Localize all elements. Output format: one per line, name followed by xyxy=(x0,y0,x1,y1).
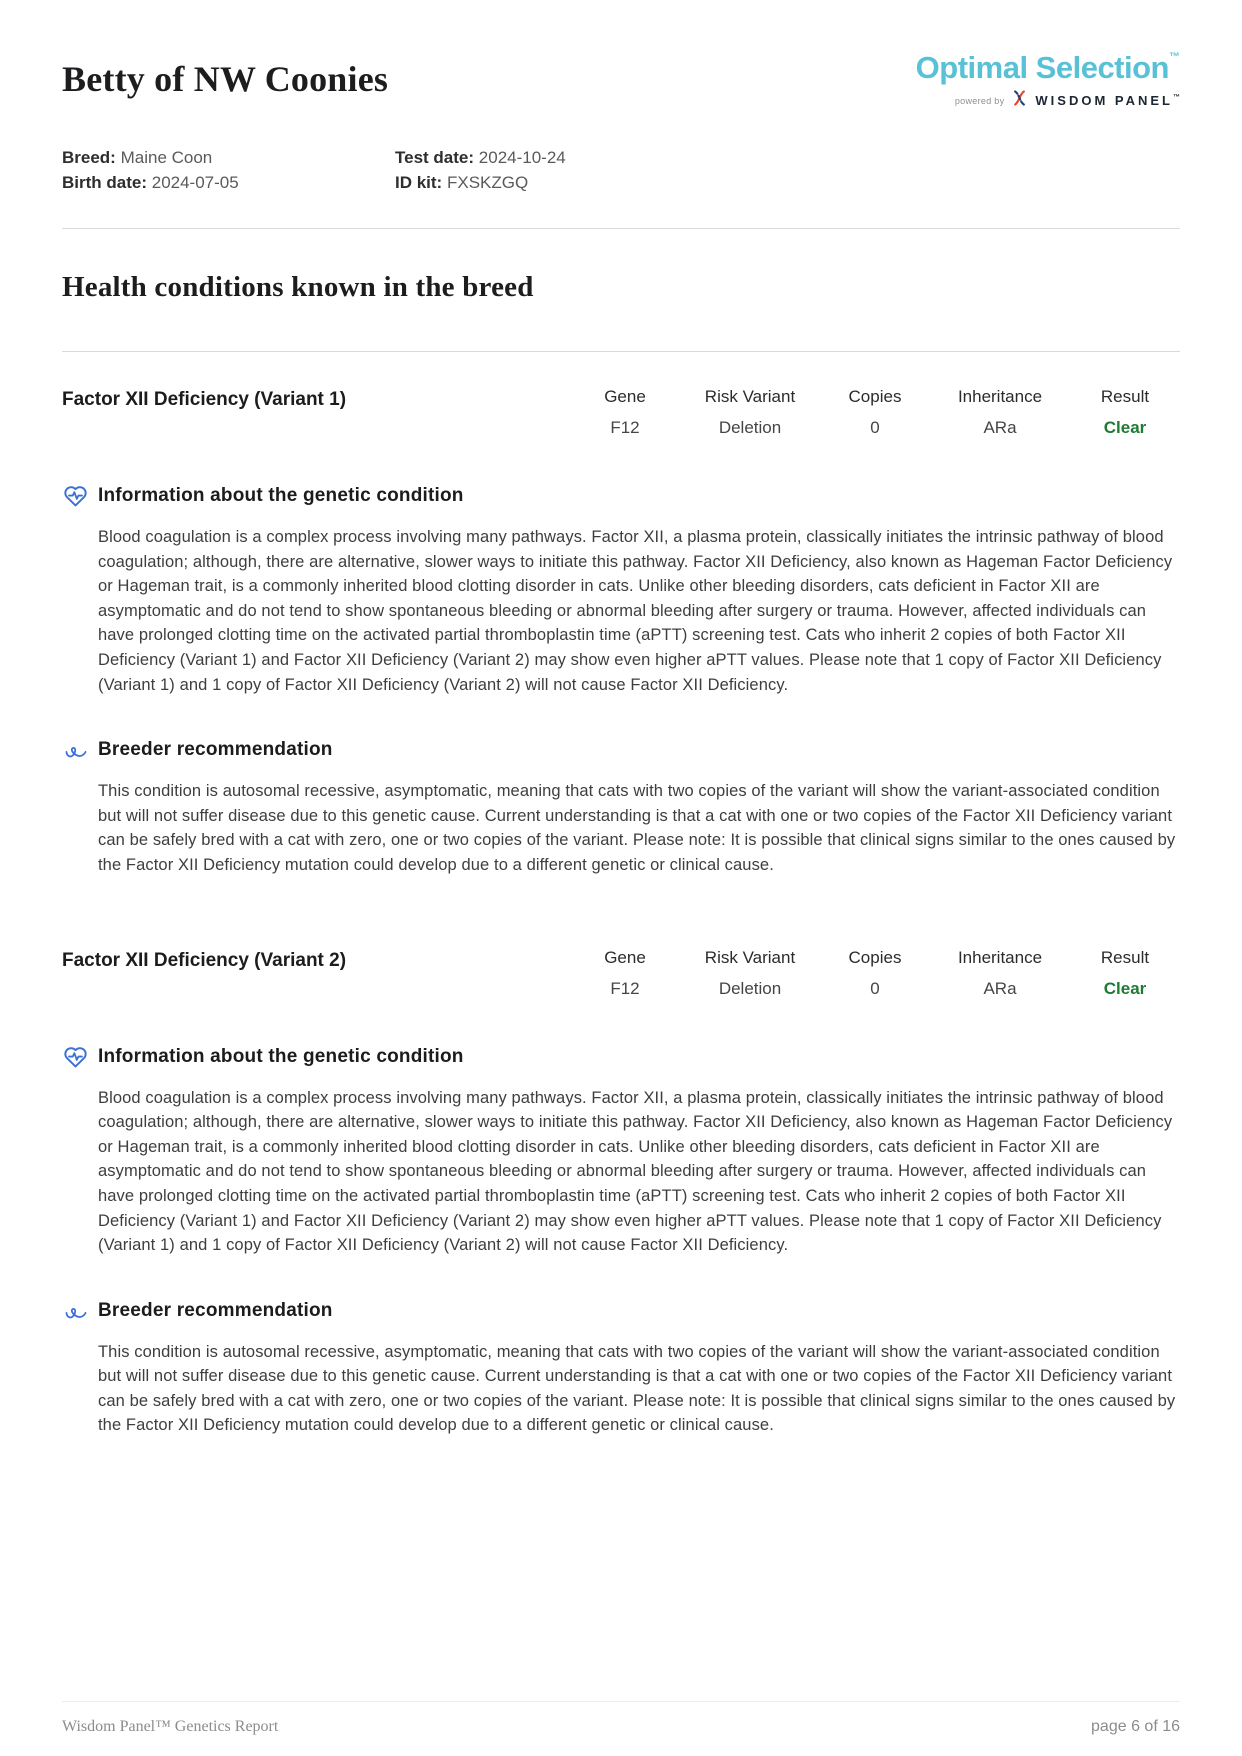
birth-date-value: 2024-07-05 xyxy=(151,173,239,192)
condition-title: Factor XII Deficiency (Variant 1) xyxy=(62,389,347,410)
col-header-gene: Gene xyxy=(604,387,646,406)
risk-variant-value: Deletion xyxy=(718,978,782,998)
col-header-result: Result xyxy=(1100,387,1150,406)
pet-meta xyxy=(62,145,1180,195)
page-title: Health conditions known in the breed xyxy=(62,271,534,303)
info-subheading-label: Information about the genetic condition xyxy=(98,1045,464,1067)
ribbon-icon xyxy=(62,737,89,763)
info-paragraph: Blood coagulation is a complex process involving many pathways. Factor XII, a plasma protein, classically initiates the intrinsic pathway of blood coagulation; although, there are alternative, slower ways to initiate this pathway. Factor XII Deficiency, also known as Hageman Factor Deficiency or Hageman trait, is a commonly inherited blood clotting disorder in cats. Unlike other bleeding disorders, cats deficient in Factor XII are asymptomatic and do not tend to show spontaneous bleeding or abnormal bleeding after surgery or trauma. However, affected individuals can have prolonged clotting time on the activated partial thromboplastin time (aPTT) screening test. Cats who inherit 2 copies of both Factor XII Deficiency (Variant 1) and Factor XII Deficiency (Variant 2) may show even higher aPTT values. Please note that 1 copy of Factor XII Deficiency (Variant 1) and 1 copy of Factor XII Deficiency (Variant 2) will not cause Factor XII Deficiency. xyxy=(98,528,1173,694)
id-kit-label: ID kit: xyxy=(395,173,443,192)
condition-table xyxy=(62,948,1180,999)
breeder-subheading xyxy=(62,1298,1180,1324)
trademark-symbol: ™ xyxy=(1173,94,1180,101)
breed-label: Breed: xyxy=(62,148,116,167)
condition-grid xyxy=(570,387,1180,438)
gene-value: F12 xyxy=(610,418,640,437)
copies-value: 0 xyxy=(870,418,880,437)
inheritance-value: ARa xyxy=(983,418,1017,437)
result-value: Clear xyxy=(1103,978,1147,998)
col-header-gene: Gene xyxy=(604,947,646,967)
birth-date-row xyxy=(62,170,395,195)
header-divider xyxy=(62,228,1180,229)
col-header-result: Result xyxy=(1100,947,1150,967)
heart-pulse-icon xyxy=(62,1044,89,1070)
inheritance-value: ARa xyxy=(983,978,1017,998)
pet-meta-right xyxy=(395,145,566,195)
info-subheading xyxy=(62,483,1180,509)
col-header-copies: Copies xyxy=(848,387,902,406)
info-subheading-label: Information about the genetic condition xyxy=(98,485,464,506)
col-header-inheritance: Inheritance xyxy=(957,387,1043,406)
breeder-paragraph: This condition is autosomal recessive, asymptomatic, meaning that cats with two copies of the variant will show the variant-associated condition but will not suffer disease due to this genetic cause. Current understanding is that a cat with one or two copies of the Factor XII Deficiency variant can be safely bred with a cat with zero, one or two copies of the variant. Please note: It is possible that clinical signs similar to the ones caused by the Factor XII Deficiency mutation could develop due to a different genetic or clinical cause. xyxy=(98,782,1176,874)
optimal-selection-wordmark: Optimal Selection™ xyxy=(915,50,1180,85)
condition-table xyxy=(62,387,1180,438)
id-kit-row xyxy=(395,170,566,195)
condition-title: Factor XII Deficiency (Variant 2) xyxy=(62,949,347,971)
gene-value: F12 xyxy=(610,978,640,998)
page-footer xyxy=(62,1701,1180,1736)
dna-helix-icon xyxy=(1012,90,1027,111)
breed-value: Maine Coon xyxy=(120,148,213,167)
powered-by-label: powered by xyxy=(954,95,1005,106)
footer-report-title: Wisdom Panel™ Genetics Report xyxy=(62,1718,279,1735)
info-subheading xyxy=(62,1044,1180,1070)
breeder-subheading xyxy=(62,737,1180,763)
col-header-risk-variant: Risk Variant xyxy=(704,387,796,406)
footer-page-number: page 6 of 16 xyxy=(1091,1718,1180,1735)
breeder-paragraph: This condition is autosomal recessive, asymptomatic, meaning that cats with two copies of the variant will show the variant-associated condition but will not suffer disease due to this genetic cause. Current understanding is that a cat with one or two copies of the Factor XII Deficiency variant can be safely bred with a cat with zero, one or two copies of the variant. Please note: It is possible that clinical signs similar to the ones caused by the Factor XII Deficiency mutation could develop due to a different genetic or clinical cause. xyxy=(98,1342,1176,1435)
condition-grid xyxy=(570,948,1180,999)
risk-variant-value: Deletion xyxy=(718,418,782,437)
birth-date-label: Birth date: xyxy=(62,173,147,192)
breeder-subheading-label: Breeder recommendation xyxy=(98,1299,333,1321)
condition-section-variant-1 xyxy=(62,351,1180,878)
copies-value: 0 xyxy=(870,978,880,998)
breeder-subheading-label: Breeder recommendation xyxy=(98,739,333,761)
col-header-risk-variant: Risk Variant xyxy=(704,947,796,967)
result-value: Clear xyxy=(1103,418,1147,437)
brand-logo xyxy=(916,50,1180,111)
report-header xyxy=(62,50,1180,111)
col-header-inheritance: Inheritance xyxy=(957,947,1043,967)
test-date-row xyxy=(395,145,566,170)
powered-by-row xyxy=(916,90,1180,111)
breed-row xyxy=(62,145,395,170)
ribbon-icon xyxy=(62,1298,89,1324)
trademark-symbol: ™ xyxy=(1169,51,1180,63)
test-date-label: Test date: xyxy=(395,148,475,167)
heart-pulse-icon xyxy=(62,483,89,509)
pet-name-title: Betty of NW Coonies xyxy=(62,59,389,99)
pet-meta-left xyxy=(62,145,395,195)
col-header-copies: Copies xyxy=(848,947,902,967)
id-kit-value: FXSKZGQ xyxy=(446,173,529,192)
info-paragraph: Blood coagulation is a complex process involving many pathways. Factor XII, a plasma protein, classically initiates the intrinsic pathway of blood coagulation; although, there are alternative, slower ways to initiate this pathway. Factor XII Deficiency, also known as Hageman Factor Deficiency or Hageman trait, is a commonly inherited blood clotting disorder in cats. Unlike other bleeding disorders, cats deficient in Factor XII are asymptomatic and do not tend to show spontaneous bleeding or abnormal bleeding after surgery or trauma. However, affected individuals can have prolonged clotting time on the activated partial thromboplastin time (aPTT) screening test. Cats who inherit 2 copies of both Factor XII Deficiency (Variant 1) and Factor XII Deficiency (Variant 2) may show even higher aPTT values. Please note that 1 copy of Factor XII Deficiency (Variant 1) and 1 copy of Factor XII Deficiency (Variant 2) will not cause Factor XII Deficiency. xyxy=(98,1088,1173,1255)
condition-section-variant-2 xyxy=(62,948,1180,1439)
test-date-value: 2024-10-24 xyxy=(478,148,566,167)
wisdom-panel-wordmark: WISDOM PANEL™ xyxy=(1035,93,1180,108)
